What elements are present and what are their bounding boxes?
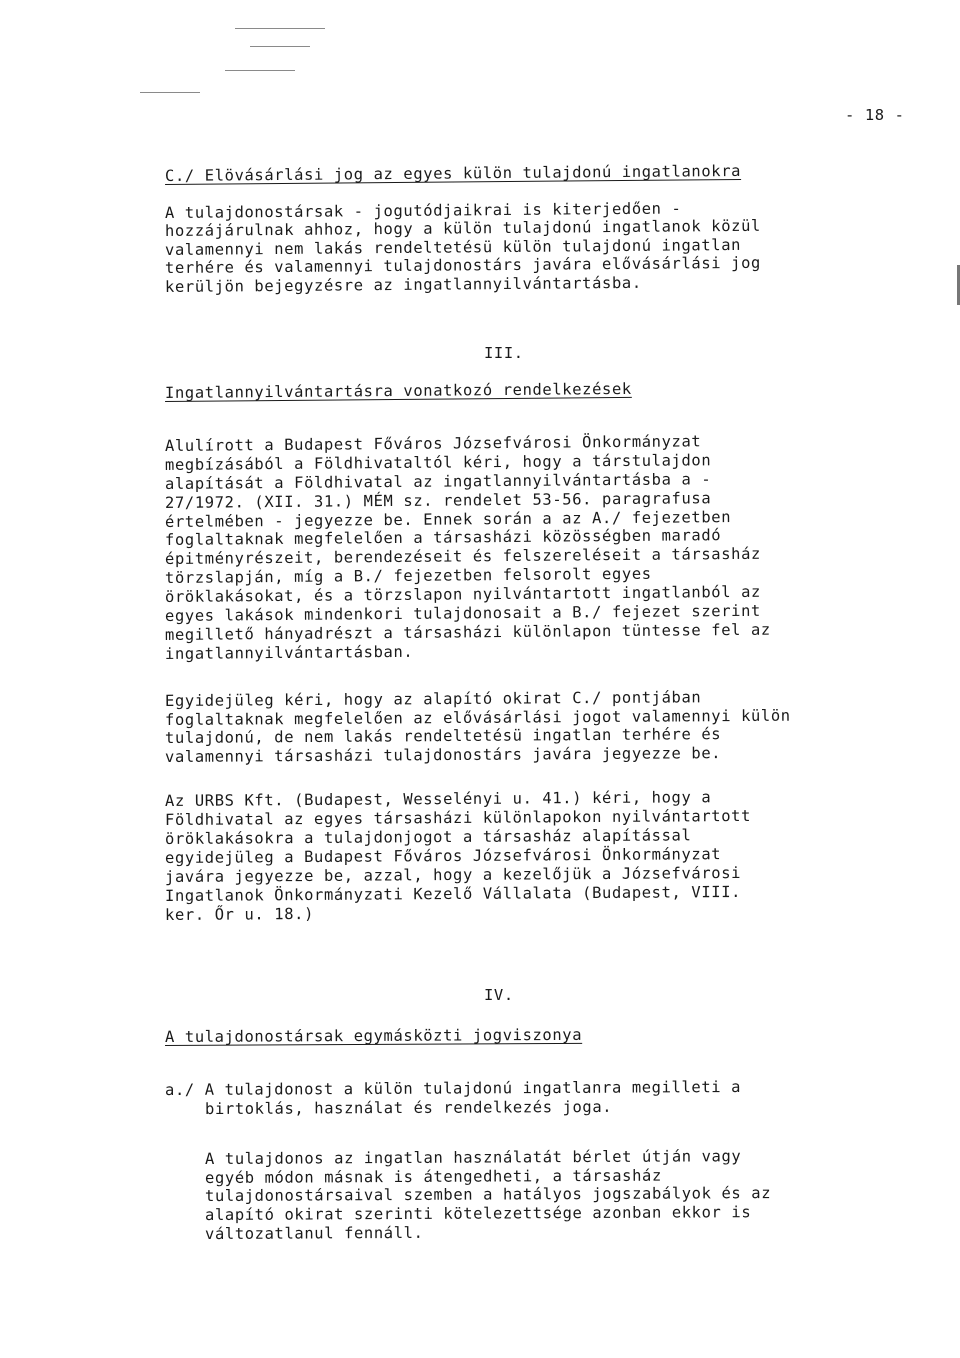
section-c-heading: C./ Elövásárlási jog az egyes külön tulajdonú ingatlanokra (164, 161, 742, 185)
section-iii-para1-line: értelmében - jegyezze be. Ennek során a az A./ fejezetben (164, 508, 732, 531)
section-iii-para2-line: foglaltaknak megfelelően az elővásárlási jogot valamennyi külön (164, 706, 791, 729)
section-c-line: kerüljön bejegyzésre az ingatlannyilvántartásba. (164, 273, 642, 296)
section-iii-para1-line: ingatlannyilvántartásban. (164, 642, 414, 663)
section-iii-para3-line: Ingatlanok Önkormányzati Kezelő Vállalata (Budapest, VIII. (164, 882, 742, 905)
scan-artifact (140, 92, 200, 93)
section-iii-para3-line: ker. Őr u. 18.) (164, 904, 315, 924)
point-a-line: a./ A tulajdonost a külön tulajdonú ingatlanra megilleti a (164, 1077, 742, 1099)
scan-artifact (235, 28, 325, 29)
section-iii-para1-line: megbízásából a Földhivataltól kéri, hogy a társtulajdon (164, 451, 712, 474)
section-iii-para3-line: öröklakásokra a tulajdonjogot a társasház alapítással (164, 826, 692, 848)
section-c-line: hozzájárulnak ahhoz, hogy a külön tulajdonú ingatlanok közül (164, 216, 761, 240)
section-iii-para3-line: javára jegyezze be, azzal, hogy a kezelőjük a Józsefvárosi (164, 863, 742, 886)
section-iii-para1-line: épitményrészeit, berendezéseit és felszereléseit a társasház (164, 544, 761, 568)
section-iv-para-line: tulajdonostársaival szemben a hatályos jogszabályok és az (204, 1184, 772, 1205)
section-iii-para2-line: Egyidejüleg kéri, hogy az alapító okirat C./ pontjában (164, 688, 702, 710)
section-c-line: terhére és valamennyi tulajdonostárs javára elővásárlási jog (164, 253, 761, 277)
section-iv-para-line: A tulajdonos az ingatlan használatát bérlet útján vagy (204, 1147, 742, 1168)
section-iv-numeral: IV. (484, 986, 514, 1004)
section-iii-para1-line: törzslapján, míg a B./ fejezetben felsorolt egyes (164, 564, 652, 587)
section-c-line: A tulajdonostársak - jogutódjaikrai is kiterjedően - (164, 199, 682, 222)
scan-artifact (250, 46, 310, 47)
section-iii-para1-line: 27/1972. (XII. 31.) MÉM sz. rendelet 53-56. paragrafusa (164, 489, 712, 512)
point-a-line: birtoklás, használat és rendelkezés joga. (204, 1097, 613, 1118)
section-iii-para1-line: öröklakásokat, és a törzslapon nyilvántartott ingatlanból az (164, 582, 761, 606)
section-iii-para2-line: valamennyi társasházi tulajdonostárs javára jegyezze be. (164, 744, 722, 766)
section-iii-para1-line: megillető hányadrészt a társasházi különlapon tüntesse fel az (164, 620, 771, 644)
section-iv-para-line: változatlanul fennáll. (204, 1223, 424, 1243)
section-iii-para2-line: tulajdonú, de nem lakás rendeltetésü ingatlan terhére és (164, 725, 722, 747)
section-iii-para1-line: alapítását a Földhivatal az ingatlannyilvántartásba a - (164, 470, 712, 493)
section-c-line: valamennyi nem lakás rendeltetésü külön tulajdonú ingatlan (164, 235, 742, 259)
section-iii-numeral: III. (484, 344, 524, 362)
page-number: - 18 - (845, 106, 905, 124)
section-iii-para3-line: Földhivatal az egyes társasházi különlapokon nyilvántartott (164, 806, 752, 829)
scan-artifact (225, 70, 295, 71)
section-iii-heading: Ingatlannyilvántartásra vonatkozó rendelkezések (164, 379, 632, 402)
section-iii-para3-line: Az URBS Kft. (Budapest, Wesselényi u. 41.) kéri, hogy a (164, 788, 712, 810)
section-iii-para1-line: foglaltaknak megfelelően a társasházi közösségben maradó (164, 526, 722, 549)
section-iv-para-line: egyéb módon másnak is átengedheti, a társasház (204, 1166, 662, 1187)
section-iv-para-line: alapító okirat szerinti kötelezettsége azonban ekkor is (204, 1203, 752, 1224)
section-iii-para1-line: Alulírott a Budapest Főváros Józsefvárosi Önkormányzat (164, 432, 702, 455)
section-iii-para1-line: egyes lakások mindenkori tulajdonosait a B./ fejezet szerint (164, 601, 761, 625)
section-iv-heading: A tulajdonostársak egymásközti jogviszonya (164, 1025, 583, 1046)
section-iii-para3-line: egyidejüleg a Budapest Főváros Józsefvárosi Önkormányzat (164, 845, 722, 867)
